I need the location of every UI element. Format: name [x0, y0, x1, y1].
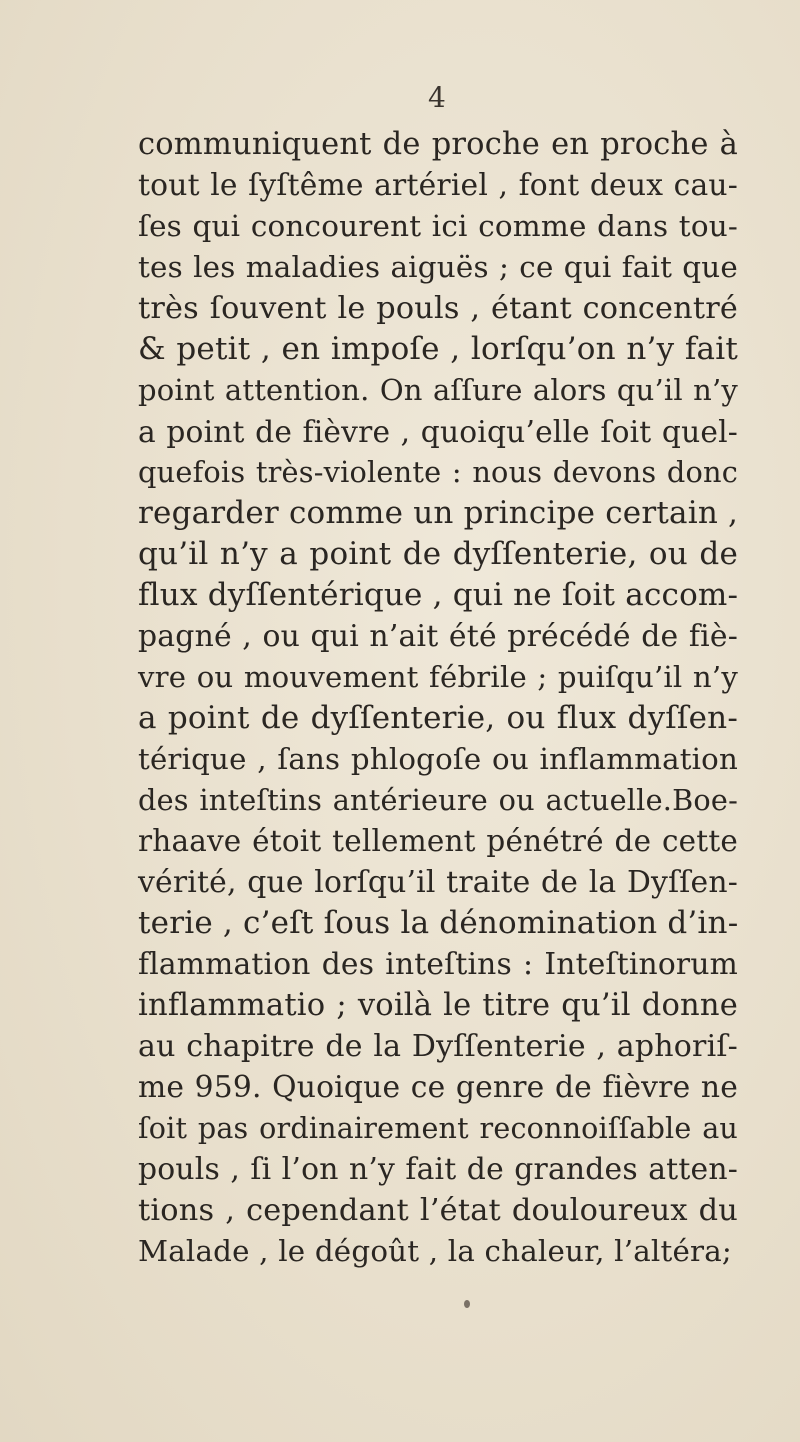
text-line: vre ou mouvement fébrile ; puiſqu’il n’y: [138, 660, 738, 694]
text-line: point attention. On aſſure alors qu’il n’y: [138, 373, 738, 407]
text-line: tions , cependant l’état douloureux du: [138, 1193, 738, 1228]
text-line: ſoit pas ordinairement reconnoiſſable au: [138, 1112, 738, 1145]
text-line: regarder comme un principe certain ,: [138, 495, 739, 531]
text-line: très ſouvent le pouls , étant concentré: [138, 291, 738, 326]
ink-speck: [464, 1300, 470, 1308]
text-line: & petit , en impoſe , lorſqu’on n’y fait: [138, 331, 738, 367]
text-line: a point de dyſſenterie, ou flux dyſſen-: [138, 700, 738, 736]
text-line: terie , c’eſt ſous la dénomination d’in-: [138, 905, 739, 941]
text-line: inflammatio ; voilà le titre qu’il donne: [138, 988, 738, 1023]
text-line: quefois très-violente : nous devons donc: [138, 455, 738, 489]
text-line: au chapitre de la Dyſſenterie , aphoriſ-: [138, 1029, 738, 1064]
text-line: me 959. Quoique ce genre de fièvre ne: [138, 1070, 738, 1105]
text-line: rhaave étoit tellement pénétré de cette: [138, 824, 738, 858]
text-line: Malade , le dégoût , la chaleur, l’altéra;: [138, 1234, 732, 1268]
text-line: ſes qui concourent ici comme dans tou-: [138, 209, 738, 243]
text-line: térique , ſans phlogoſe ou inflammation: [138, 742, 738, 776]
text-line: communiquent de proche en proche à: [138, 127, 738, 162]
text-line: flammation des inteſtins : Inteſtinorum: [138, 947, 738, 982]
text-line: flux dyſſentérique , qui ne ſoit accom-: [138, 577, 739, 613]
text-line: pagné , ou qui n’ait été précédé de fiè-: [138, 619, 738, 654]
body-text: [138, 124, 738, 1272]
page-number: 4: [428, 81, 446, 114]
text-line: des inteſtins antérieure ou actuelle.Boe-: [138, 783, 738, 817]
text-line: pouls , ſi l’on n’y fait de grandes atten-: [138, 1152, 738, 1187]
text-line: vérité, que lorſqu’il traite de la Dyſſen-: [138, 865, 738, 900]
text-line: a point de fièvre , quoiqu’elle ſoit quel-: [138, 414, 738, 449]
text-line: tout le ſyſtême artériel , font deux cau-: [138, 168, 738, 203]
text-line: qu’il n’y a point de dyſſenterie, ou de: [138, 536, 738, 572]
text-line: tes les maladies aiguës ; ce qui fait que: [138, 250, 738, 284]
